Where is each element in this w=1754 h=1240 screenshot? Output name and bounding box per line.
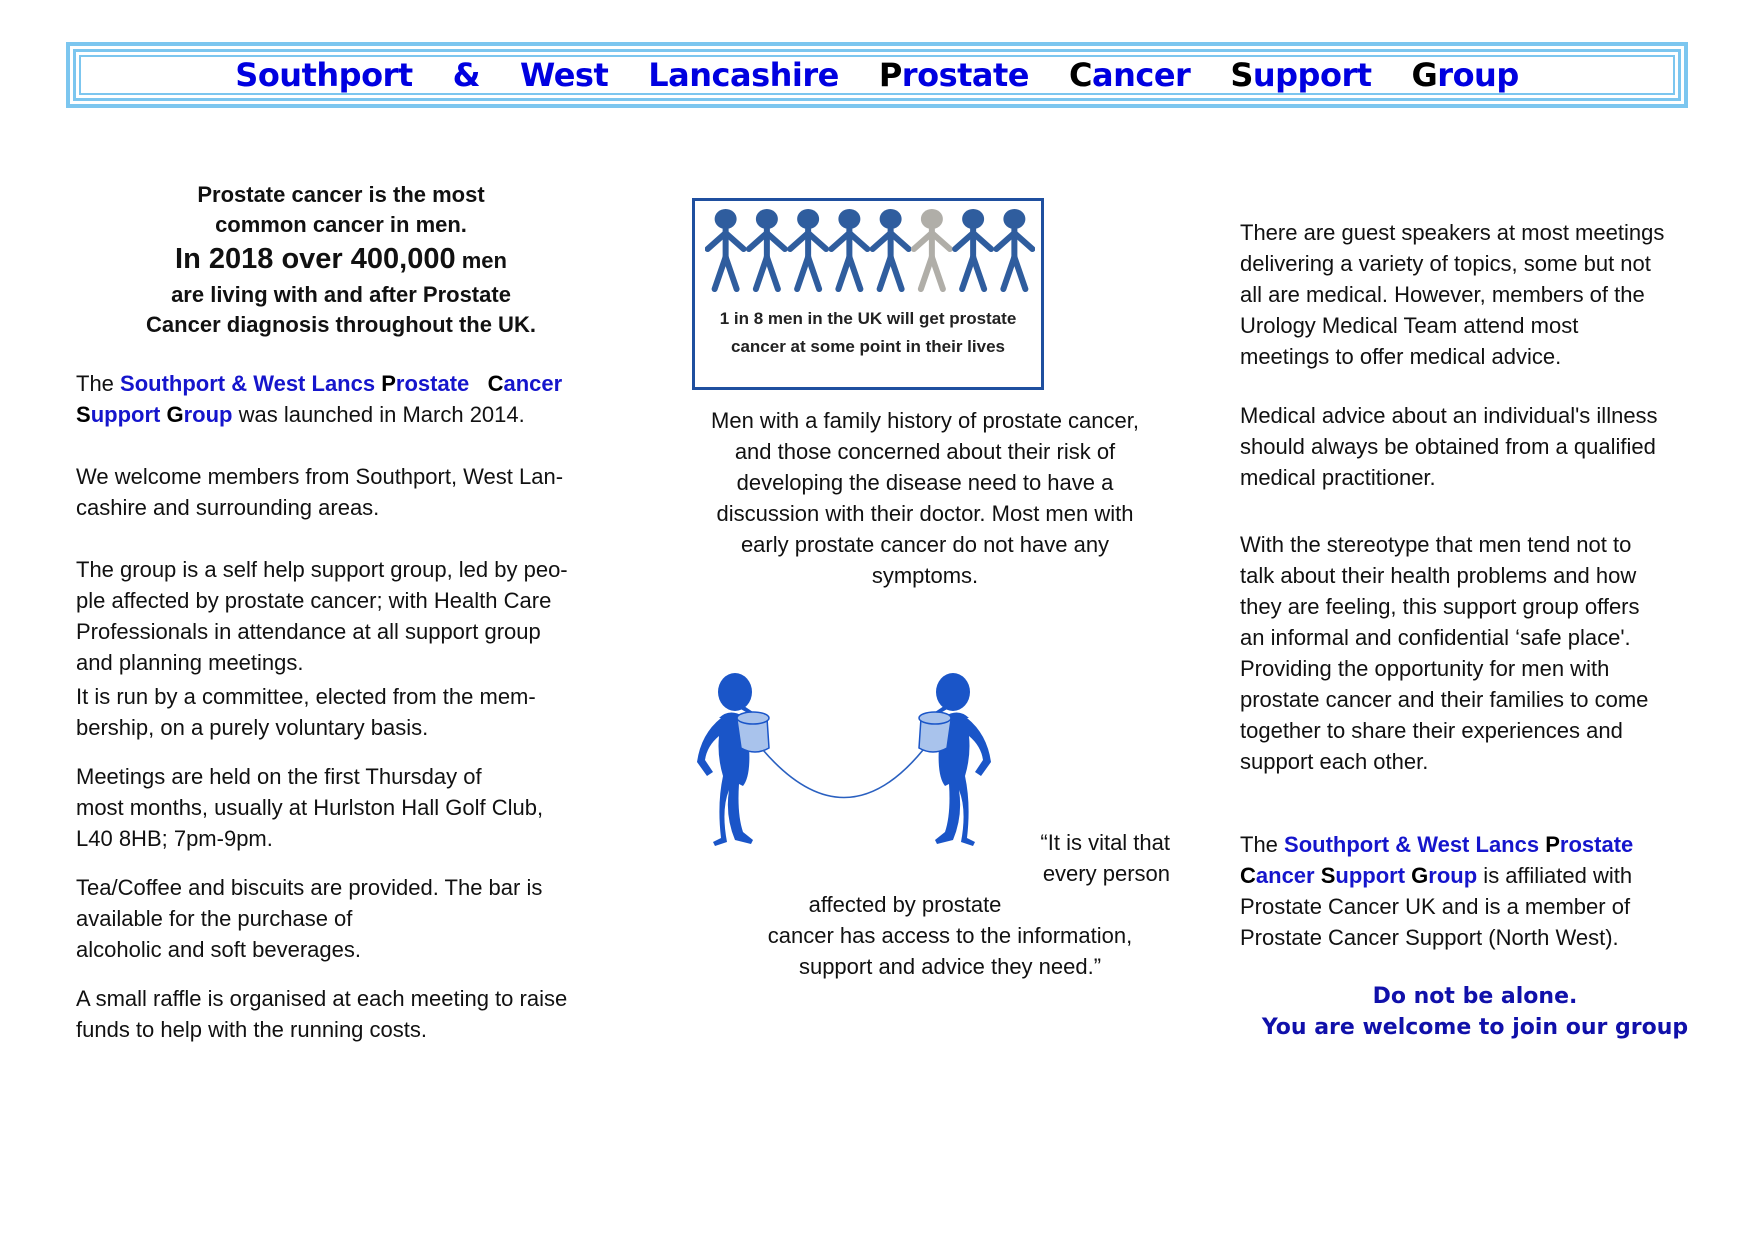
title-word: & [452, 56, 481, 94]
man-figure [708, 209, 744, 289]
title-word: Support [1230, 56, 1372, 94]
raffle-paragraph: A small raffle is organised at each meeting to raise funds to help with the running costs. [76, 986, 568, 1042]
left-tin-can [737, 712, 769, 752]
title-word: Southport [235, 56, 413, 94]
right-tin-can [919, 712, 951, 752]
quote-part-1: “It is vital that every person [1040, 830, 1170, 886]
title-word: West [520, 56, 609, 94]
man-figure [996, 209, 1032, 289]
man-figure [749, 209, 785, 289]
left-column [76, 180, 616, 1045]
statistic-callout [76, 180, 606, 340]
one-in-eight-infographic [692, 198, 1044, 390]
left-man-figure [697, 673, 765, 846]
callout-line: are living with and after Prostate [171, 282, 511, 307]
committee-paragraph: It is run by a committee, elected from the mem- bership, on a purely voluntary basis. [76, 684, 536, 740]
closing-invitation: Do not be alone. You are welcome to join our group [1261, 984, 1689, 1040]
banner-frame-inner [79, 55, 1675, 95]
man-figure [790, 209, 826, 289]
title-word: Lancashire [648, 56, 839, 94]
infographic-caption: 1 in 8 men in the UK will get prostate cancer at some point in their lives [719, 309, 1017, 356]
refreshments-paragraph: Tea/Coffee and biscuits are provided. The bar is available for the purchase of alcoholic and soft beverages. [76, 875, 543, 962]
title-banner [66, 42, 1688, 108]
title-word: Prostate [878, 56, 1029, 94]
highlighted-man-figure [914, 209, 950, 289]
string [763, 750, 923, 798]
guest-speakers-paragraph: There are guest speakers at most meetings delivering a variety of topics, some but not all are medical. However, members of the Urology Medical Team attend most meetings to offer medical advice. [1240, 220, 1665, 369]
right-column [1240, 217, 1710, 1043]
self-help-paragraph: The group is a self help support group, led by peo- ple affected by prostate cancer; with Health Care Professionals in attendance at all support group and planning meetings. [76, 557, 568, 675]
quote-part-2: affected by prostate cancer has access to the information, support and advice they need.” [767, 892, 1133, 979]
callout-line: common cancer in men. [215, 212, 467, 237]
man-figure [955, 209, 991, 289]
tin-can-telephone-illustration [685, 670, 1005, 870]
man-figure [873, 209, 909, 289]
banner-frame [73, 49, 1681, 101]
man-figure [831, 209, 867, 289]
callout-headline: In 2018 over 400,000 men [175, 243, 507, 275]
page-title [235, 56, 1518, 94]
welcome-paragraph: We welcome members from Southport, West Lan- cashire and surrounding areas. [76, 464, 564, 520]
callout-line: Prostate cancer is the most [197, 182, 485, 207]
family-history-paragraph: Men with a family history of prostate cancer, and those concerned about their risk of developing the disease need to have a discussion with their doctor. Most men with early prostate cancer do not have any symptoms. [711, 408, 1139, 588]
title-word: Cancer [1069, 56, 1191, 94]
right-man-figure [935, 673, 991, 846]
title-word: Group [1411, 56, 1519, 94]
launch-paragraph: The Southport & West Lancs Prostate Cancer Support Group was launched in March 2014. [76, 371, 563, 427]
safe-place-paragraph: With the stereotype that men tend not to talk about their health problems and how they are feeling, this support group offers an informal and confidential ‘safe place'. Providing the opportunity for men with prostate cancer and their families to come together to share their experiences and support each other. [1240, 532, 1649, 774]
medical-advice-paragraph: Medical advice about an individual's illness should always be obtained from a qualified medical practitioner. [1240, 403, 1658, 490]
meetings-paragraph: Meetings are held on the first Thursday of most months, usually at Hurlston Hall Golf Club, L40 8HB; 7pm-9pm. [76, 764, 544, 851]
stick-figures [705, 207, 1035, 293]
affiliation-paragraph: The Southport & West Lancs Prostate Cancer Support Group is affiliated with Prostate Cancer UK and is a member of Prostate Cancer Support (North West). [1240, 832, 1634, 950]
callout-line: Cancer diagnosis throughout the UK. [146, 312, 536, 337]
